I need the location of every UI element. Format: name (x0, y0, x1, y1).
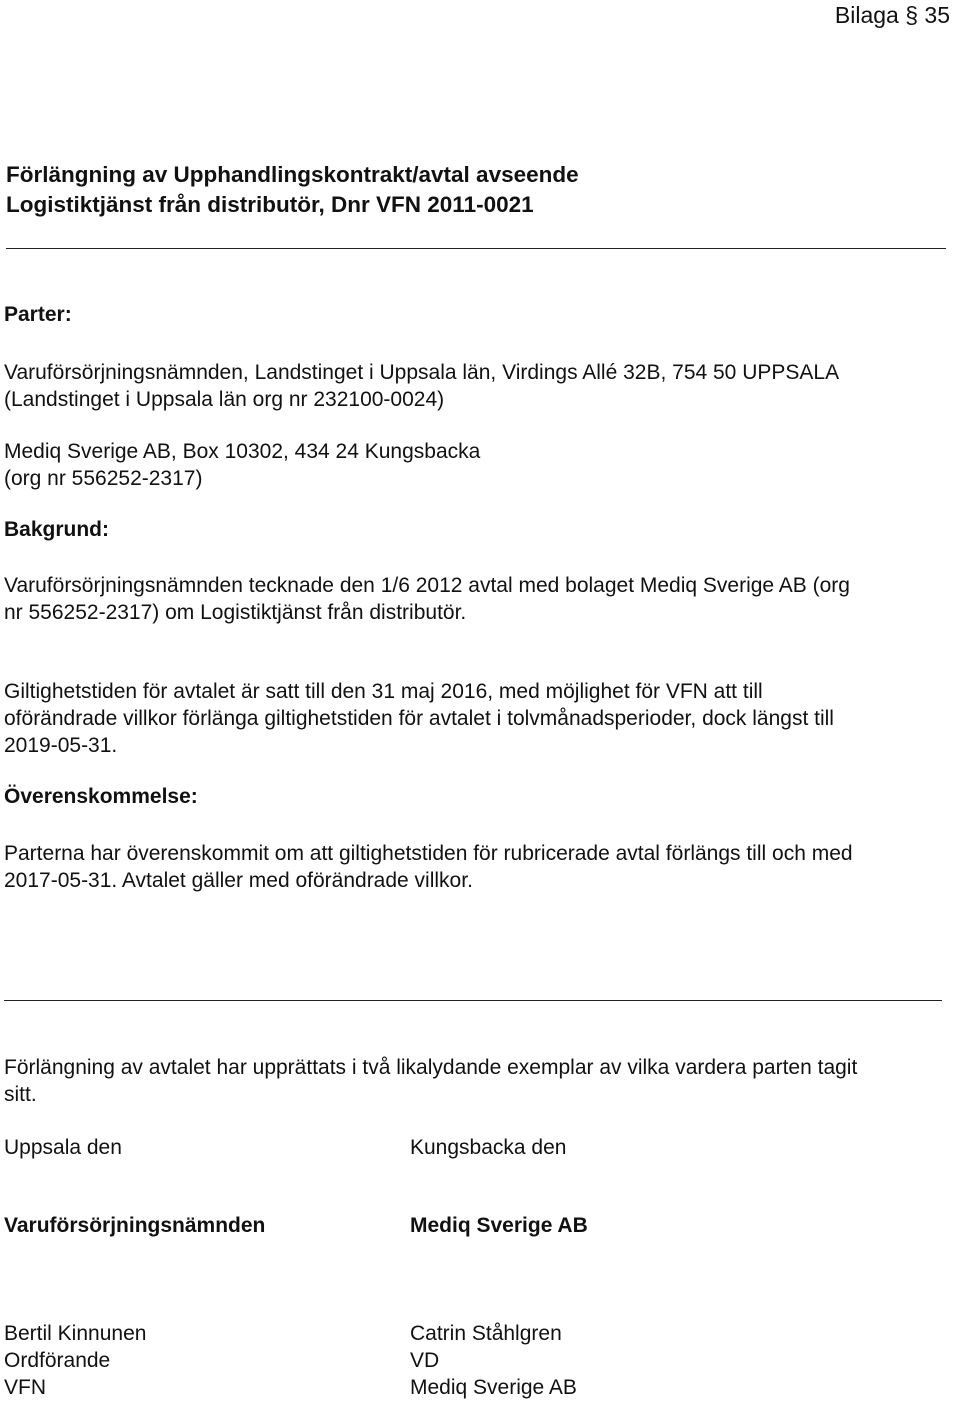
party-1-line-2: (Landstinget i Uppsala län org nr 232100-0024) (4, 388, 445, 411)
right-place-date: Kungsbacka den (410, 1136, 567, 1159)
party-2 (4, 438, 480, 492)
background-paragraph-2 (4, 678, 834, 759)
bottom-divider (4, 1000, 942, 1001)
background-heading: Bakgrund: (4, 518, 109, 541)
closing-line-2: sitt. (4, 1083, 37, 1106)
attachment-label: Bilaga § 35 (834, 2, 950, 28)
left-signatory-name: Bertil Kinnunen (4, 1322, 147, 1345)
right-signatory-name: Catrin Ståhlgren (410, 1322, 562, 1345)
background-para-1-line-1: Varuförsörjningsnämnden tecknade den 1/6 2012 avtal med bolaget Mediq Sverige AB (org (4, 574, 850, 597)
closing-line-1: Förlängning av avtalet har upprättats i två likalydande exemplar av vilka vardera parten tagit (4, 1056, 858, 1079)
background-para-1-line-2: nr 556252-2317) om Logistiktjänst från distributör. (4, 601, 467, 624)
right-signatory-role: VD (410, 1349, 440, 1372)
background-paragraph-1 (4, 572, 850, 626)
closing-paragraph (4, 1054, 857, 1108)
title-line-2: Logistiktjänst från distributör, Dnr VFN 2011-0021 (6, 192, 534, 217)
document-title (6, 160, 579, 220)
party-2-line-2: (org nr 556252-2317) (4, 467, 203, 490)
agreement-heading: Överenskommelse: (4, 785, 198, 808)
right-signatory-entity: Mediq Sverige AB (410, 1376, 577, 1399)
agreement-paragraph (4, 840, 853, 894)
party-1 (4, 359, 839, 413)
party-1-line-1: Varuförsörjningsnämnden, Landstinget i Uppsala län, Virdings Allé 32B, 754 50 UPPSALA (4, 361, 840, 384)
left-signatory-entity: VFN (4, 1376, 46, 1399)
parties-heading: Parter: (4, 303, 72, 326)
left-signatory-org: Varuförsörjningsnämnden (4, 1214, 266, 1237)
left-signatory-role: Ordförande (4, 1349, 111, 1372)
top-divider (6, 248, 946, 249)
background-para-2-line-1: Giltighetstiden för avtalet är satt till den 31 maj 2016, med möjlighet för VFN att till (4, 680, 763, 703)
background-para-2-line-2: oförändrade villkor förlänga giltighetstiden för avtalet i tolvmånadsperioder, dock längst till (4, 707, 834, 730)
right-signatory-org: Mediq Sverige AB (410, 1214, 588, 1237)
agreement-line-1: Parterna har överenskommit om att giltighetstiden för rubricerade avtal förlängs till och med (4, 842, 853, 865)
left-place-date: Uppsala den (4, 1136, 122, 1159)
left-signatory-block (4, 1320, 146, 1401)
right-signatory-block (410, 1320, 577, 1401)
title-line-1: Förlängning av Upphandlingskontrakt/avtal avseende (6, 162, 579, 187)
party-2-line-1: Mediq Sverige AB, Box 10302, 434 24 Kungsbacka (4, 440, 481, 463)
background-para-2-line-3: 2019-05-31. (4, 734, 118, 757)
agreement-line-2: 2017-05-31. Avtalet gäller med oförändrade villkor. (4, 869, 473, 892)
